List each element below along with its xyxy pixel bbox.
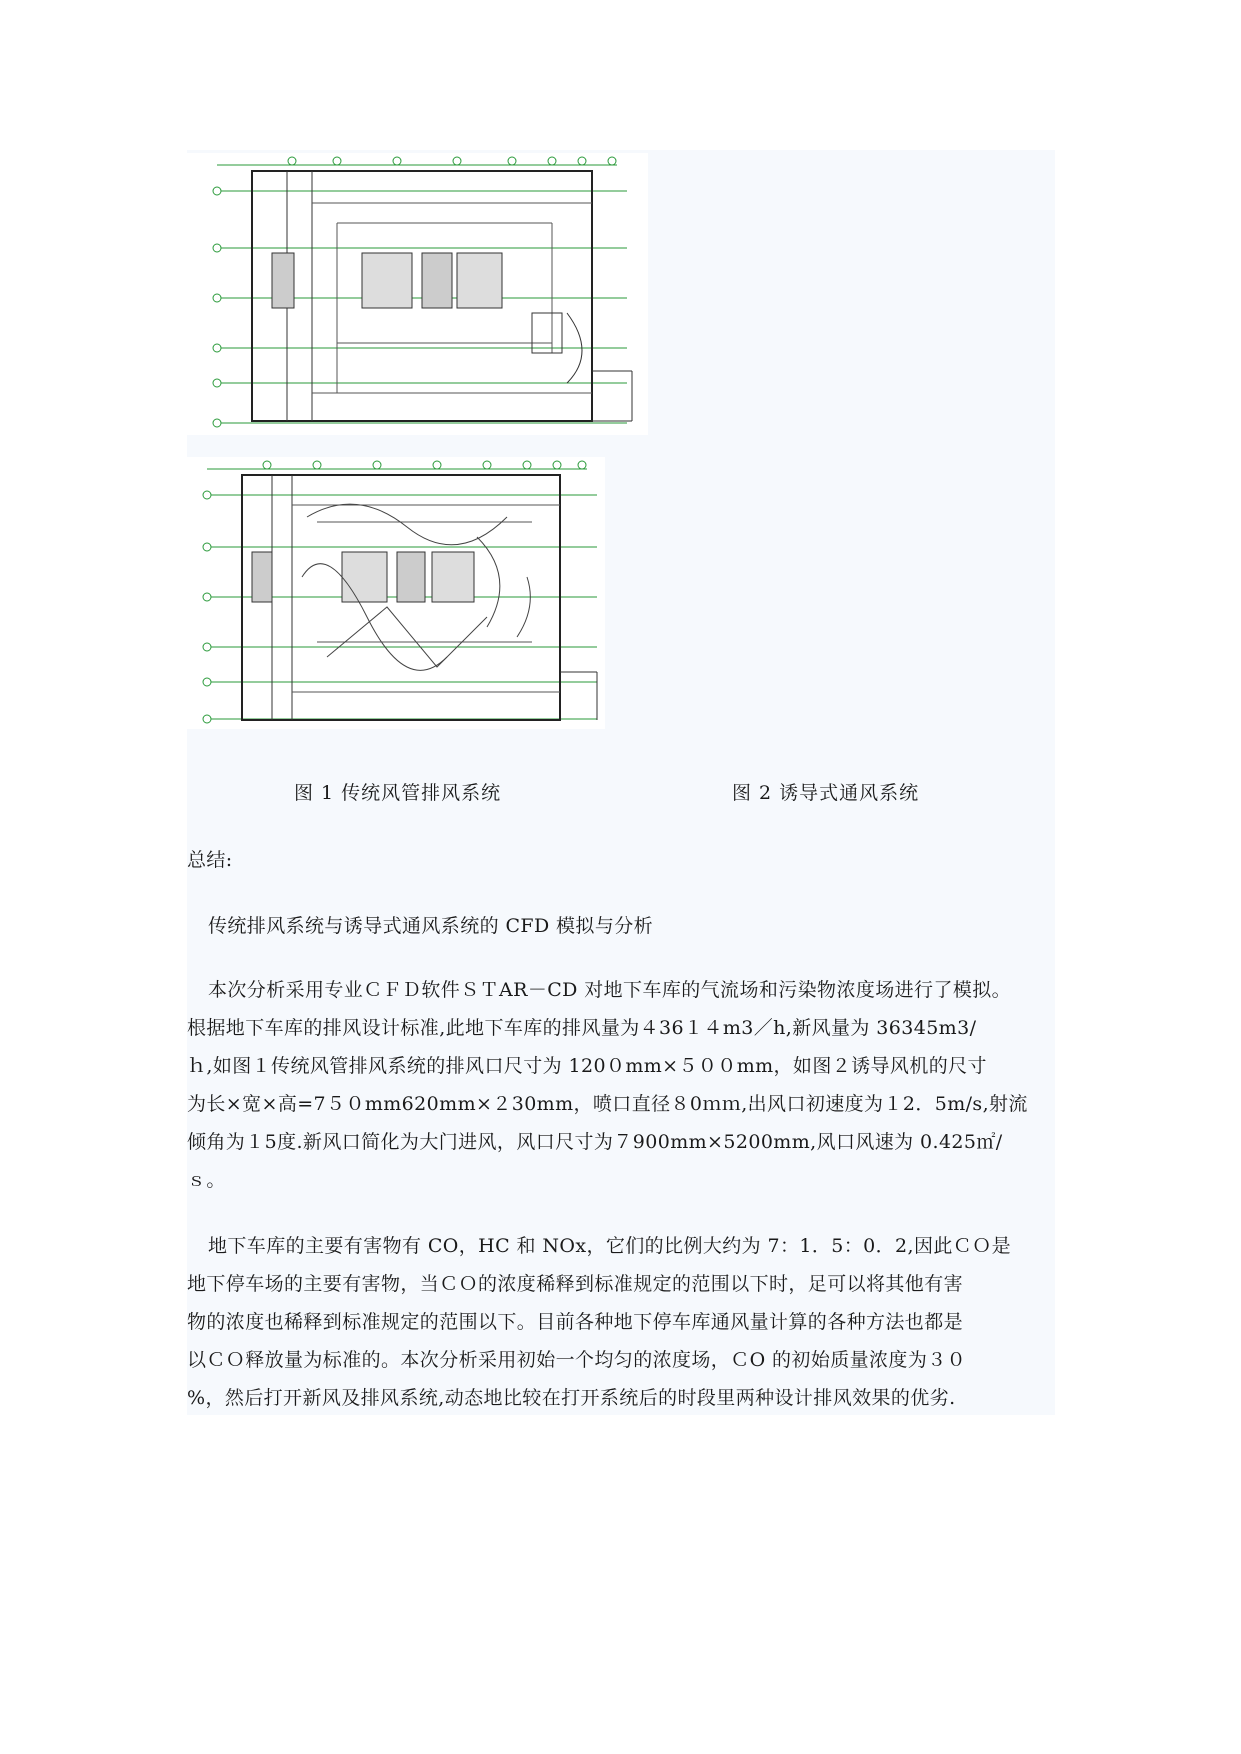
figure-1-floor-plan (187, 153, 648, 435)
figure-1-drawing (187, 153, 648, 435)
paragraph-1-line: 根据地下车库的排风设计标准,此地下车库的排风量为４36１４m3／h,新风量为 36345m3/ (187, 1017, 977, 1039)
paragraph-2-line: 物的浓度也稀释到标准规定的范围以下。目前各种地下停车库通风量计算的各种方法也都是 (187, 1311, 964, 1333)
paragraph-2-line: %，然后打开新风及排风系统,动态地比较在打开系统后的时段里两种设计排风效果的优劣. (187, 1387, 956, 1409)
paragraph-2-line: 地下车库的主要有害物有 CO，HC 和 NOx，它们的比例大约为 7：1．5：0．2,因此ＣＯ是 (208, 1235, 1011, 1257)
paragraph-1-line: ｈ,如图１传统风管排风系统的排风口尺寸为 120０mm×５００mm，如图２诱导风机的尺寸 (187, 1055, 987, 1077)
figure-2-caption: 图 2 诱导式通风系统 (732, 782, 920, 804)
paragraph-1-line: 为长×宽×高=7５０mm620mm×２30mm，喷口直径８0ｍｍ,出风口初速度为１2．5m/s,射流 (187, 1093, 1028, 1115)
figure-2-floor-plan (187, 457, 605, 729)
paragraph-1-line: 本次分析采用专业ＣＦＤ软件ＳＴAR－CD 对地下车库的气流场和污染物浓度场进行了模拟。 (208, 979, 1012, 1001)
figure-2-drawing (187, 457, 605, 729)
paragraph-2-line: 地下停车场的主要有害物，当ＣＯ的浓度稀释到标准规定的范围以下时，足可以将其他有害 (187, 1273, 964, 1295)
paragraph-1-line: 倾角为１5度.新风口简化为大门进风，风口尺寸为７900mm×5200mm,风口风速为 0.425㎡/ (187, 1131, 1003, 1153)
summary-heading: 总结: (187, 849, 233, 871)
paragraph-1-line: ｓ。 (187, 1169, 226, 1191)
figure-1-caption: 图 1 传统风管排风系统 (294, 782, 502, 804)
paragraph-2-line: 以ＣＯ释放量为标准的。本次分析采用初始一个均匀的浓度场，ＣO 的初始质量浓度为３０ (187, 1349, 967, 1371)
section-title: 传统排风系统与诱导式通风系统的 CFD 模拟与分析 (208, 915, 654, 937)
